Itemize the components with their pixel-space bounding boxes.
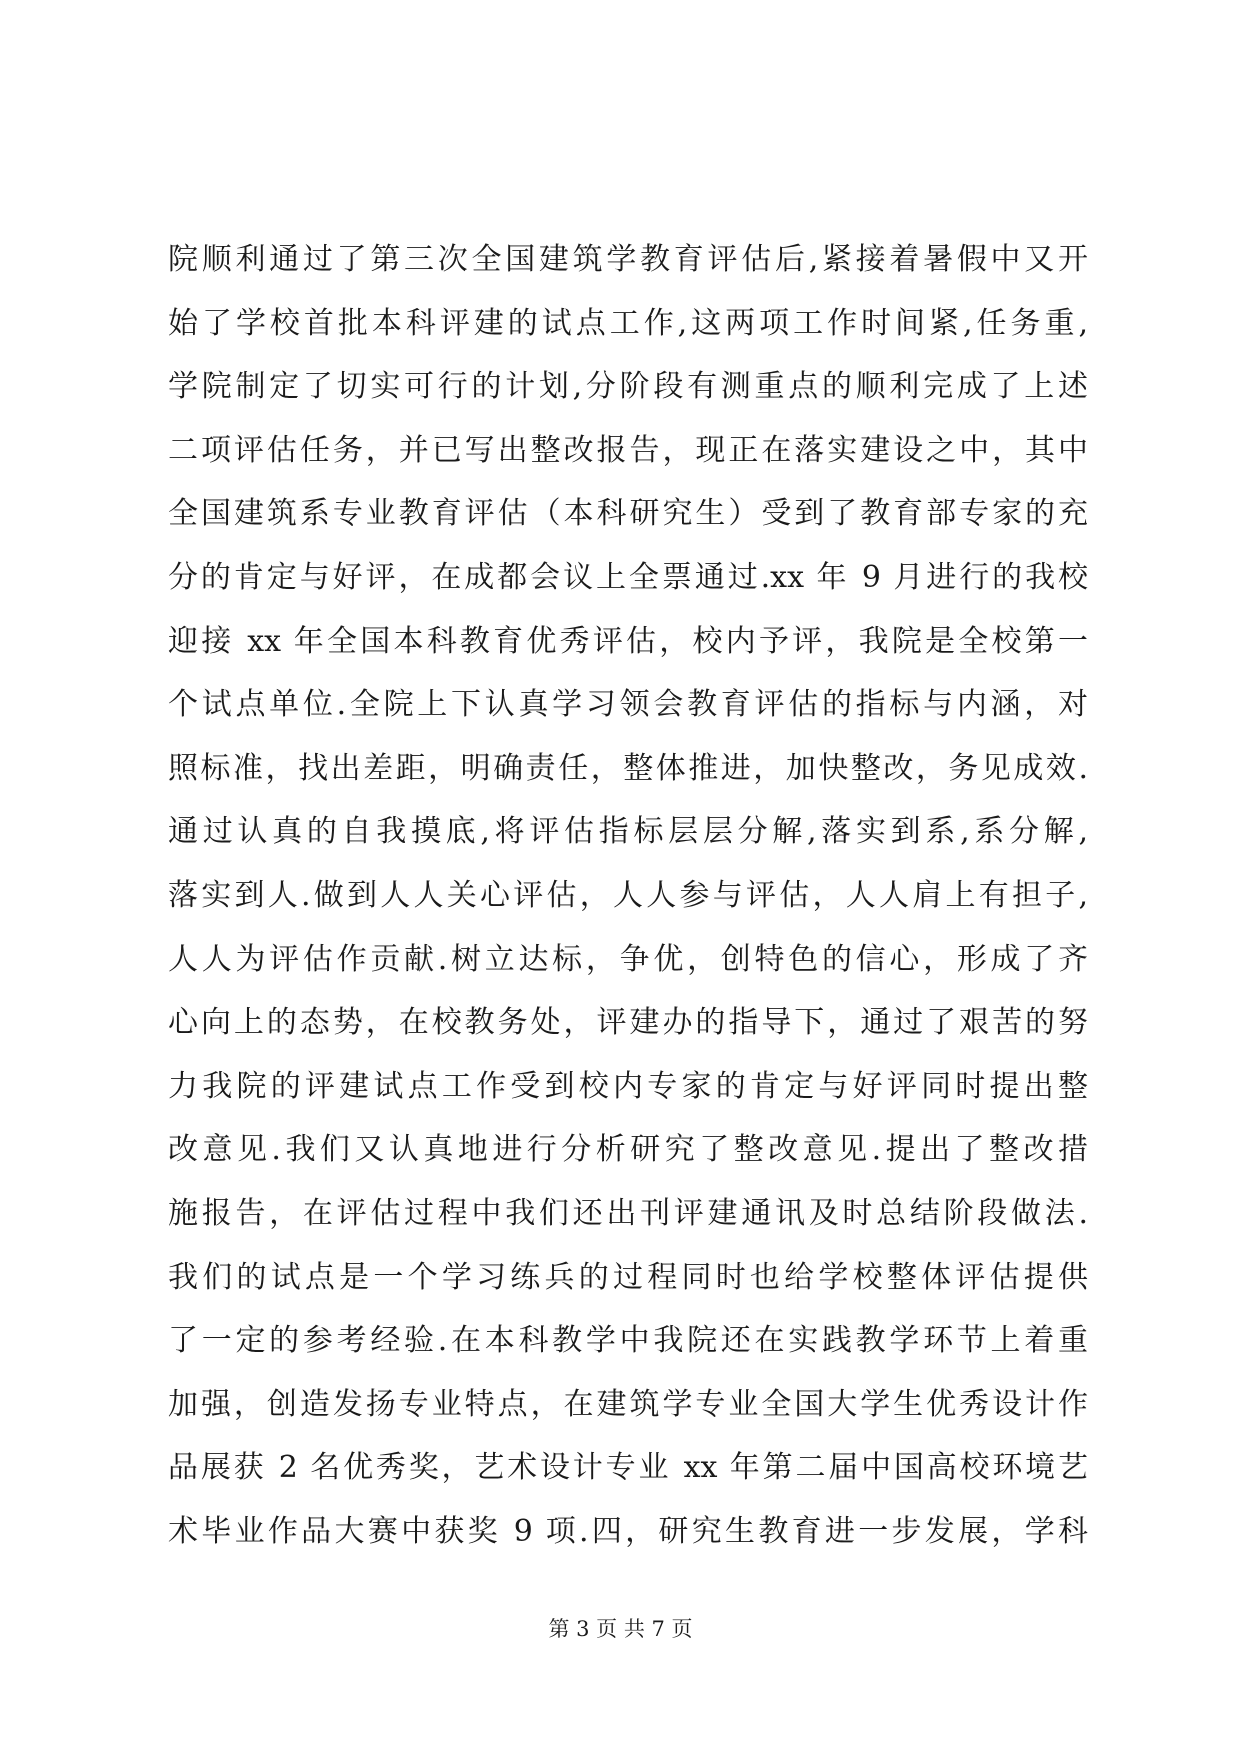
body-text (168, 228, 1088, 1563)
text-line: 加强，创造发扬专业特点，在建筑学专业全国大学生优秀设计作 (168, 1386, 1088, 1422)
text-line: 力我院的评建试点工作受到校内专家的肯定与好评同时提出整 (168, 1068, 1088, 1104)
page-footer (0, 1614, 1241, 1644)
text-line: 品展获 2 名优秀奖，艺术设计专业 xx 年第二届中国高校环境艺 (168, 1450, 1088, 1486)
text-line: 二项评估任务，并已写出整改报告，现正在落实建设之中，其中 (168, 432, 1088, 468)
text-line: 分的肯定与好评，在成都会议上全票通过.xx 年 9 月进行的我校 (168, 559, 1088, 595)
text-line: 了一定的参考经验.在本科教学中我院还在实践教学环节上着重 (168, 1323, 1088, 1359)
text-line: 照标准，找出差距，明确责任，整体推进，加快整改，务见成效. (168, 750, 1088, 786)
text-line: 术毕业作品大赛中获奖 9 项.四，研究生教育进一步发展，学科 (168, 1513, 1088, 1549)
text-line: 人人为评估作贡献.树立达标，争优，创特色的信心，形成了齐 (168, 941, 1088, 977)
text-line: 始了学校首批本科评建的试点工作,这两项工作时间紧,任务重, (168, 305, 1088, 341)
text-line: 院顺利通过了第三次全国建筑学教育评估后,紧接着暑假中又开 (168, 242, 1088, 277)
text-line: 通过认真的自我摸底,将评估指标层层分解,落实到系,系分解, (168, 814, 1088, 850)
text-line: 落实到人.做到人人关心评估，人人参与评估，人人肩上有担子, (168, 877, 1088, 913)
text-line: 我们的试点是一个学习练兵的过程同时也给学校整体评估提供 (168, 1259, 1088, 1295)
text-line: 全国建筑系专业教育评估（本科研究生）受到了教育部专家的充 (168, 496, 1088, 532)
text-line: 心向上的态势，在校教务处，评建办的指导下，通过了艰苦的努 (168, 1005, 1088, 1041)
text-line: 施报告，在评估过程中我们还出刊评建通讯及时总结阶段做法. (168, 1195, 1088, 1231)
text-line: 学院制定了切实可行的计划,分阶段有测重点的顺利完成了上述 (168, 369, 1088, 405)
text-line: 迎接 xx 年全国本科教育优秀评估，校内予评，我院是全校第一 (168, 623, 1088, 659)
text-line: 改意见.我们又认真地进行分析研究了整改意见.提出了整改措 (168, 1132, 1088, 1168)
text-line: 个试点单位.全院上下认真学习领会教育评估的指标与内涵，对 (168, 687, 1088, 723)
page-number-label: 第 3 页 共 7 页 (548, 1617, 693, 1641)
